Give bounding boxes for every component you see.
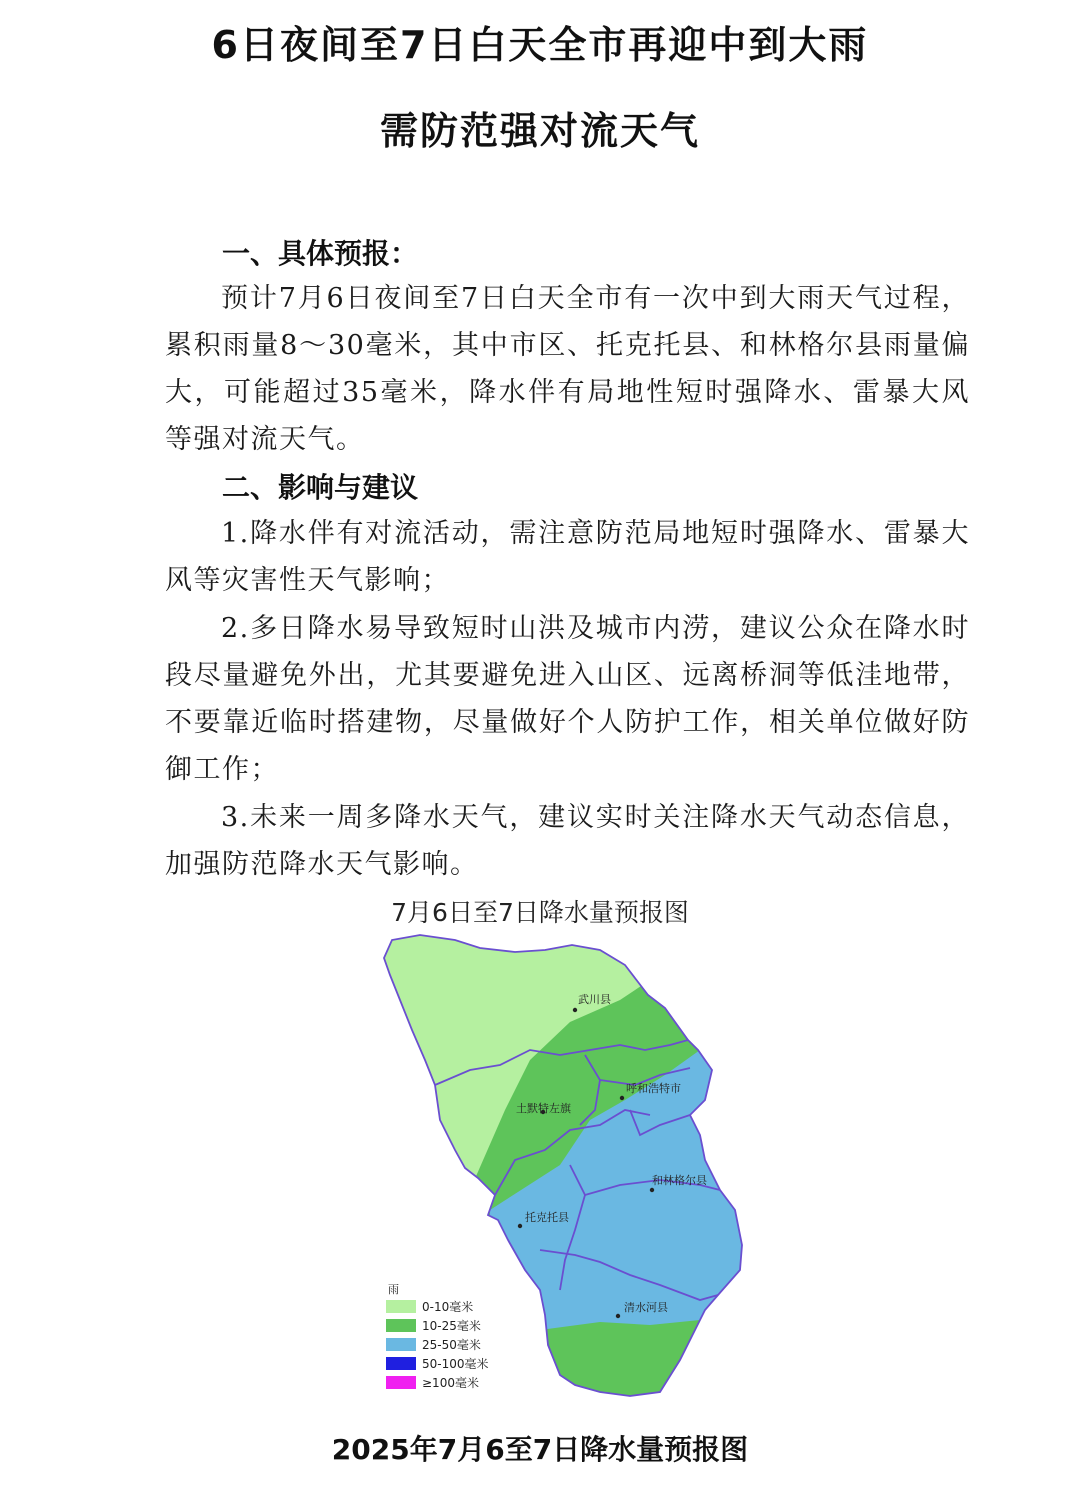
legend-title: 雨 (388, 1283, 399, 1296)
document-title-line-2: 需防范强对流天气 (379, 109, 700, 153)
place-label-togtoh: 托克托县 (525, 1211, 569, 1224)
map-title: 7月6日至7日降水量预报图 (391, 898, 689, 927)
legend-label-50-100: 50-100毫米 (422, 1357, 489, 1371)
forecast-paragraph: 预计7月6日夜间至7日白天全市有一次中到大雨天气过程，累积雨量8～30毫米，其中市区、托克托县、和林格尔县雨量偏大，可能超过35毫米，降水伴有局地性短时强降水、雷暴大风等强对流天气。 (165, 283, 970, 455)
rain-zone-10-25mm-south (540, 1320, 780, 1420)
section-heading-forecast: 一、具体预报： (222, 237, 419, 270)
legend-swatch-100-plus (386, 1376, 416, 1389)
document-title-line-1: 6日夜间至7日白天全市再迎中到大雨 (211, 23, 869, 67)
advice-item-1: 1.降水伴有对流活动，需注意防范局地短时强降水、雷暴大风等灾害性天气影响； (165, 518, 970, 596)
advice-item-3: 3.未来一周多降水天气，建议实时关注降水天气动态信息，加强防范降水天气影响。 (165, 802, 970, 880)
place-label-qingshuihe: 清水河县 (624, 1301, 668, 1314)
legend-swatch-25-50 (386, 1338, 416, 1351)
section-heading-advice: 二、影响与建议 (222, 471, 419, 504)
map-legend (386, 1283, 489, 1390)
advice-item-2: 2.多日降水易导致短时山洪及城市内涝，建议公众在降水时段尽量避免外出，尤其要避免进入山区、远离桥洞等低洼地带，不要靠近临时搭建物，尽量做好个人防护工作，相关单位做好防御工作； (165, 613, 970, 785)
place-label-tumote: 土默特左旗 (516, 1102, 571, 1115)
legend-swatch-0-10 (386, 1300, 416, 1313)
legend-label-25-50: 25-50毫米 (422, 1338, 481, 1352)
legend-label-100-plus: ≥100毫米 (422, 1376, 479, 1390)
figure-caption: 2025年7月6至7日降水量预报图 (331, 1433, 749, 1466)
place-label-horinger: 和林格尔县 (652, 1174, 707, 1187)
legend-label-0-10: 0-10毫米 (422, 1300, 474, 1314)
place-label-wuchuan: 武川县 (578, 993, 611, 1006)
legend-swatch-10-25 (386, 1319, 416, 1332)
place-label-hohhot: 呼和浩特市 (626, 1082, 681, 1095)
legend-label-10-25: 10-25毫米 (422, 1319, 481, 1333)
legend-swatch-50-100 (386, 1357, 416, 1370)
